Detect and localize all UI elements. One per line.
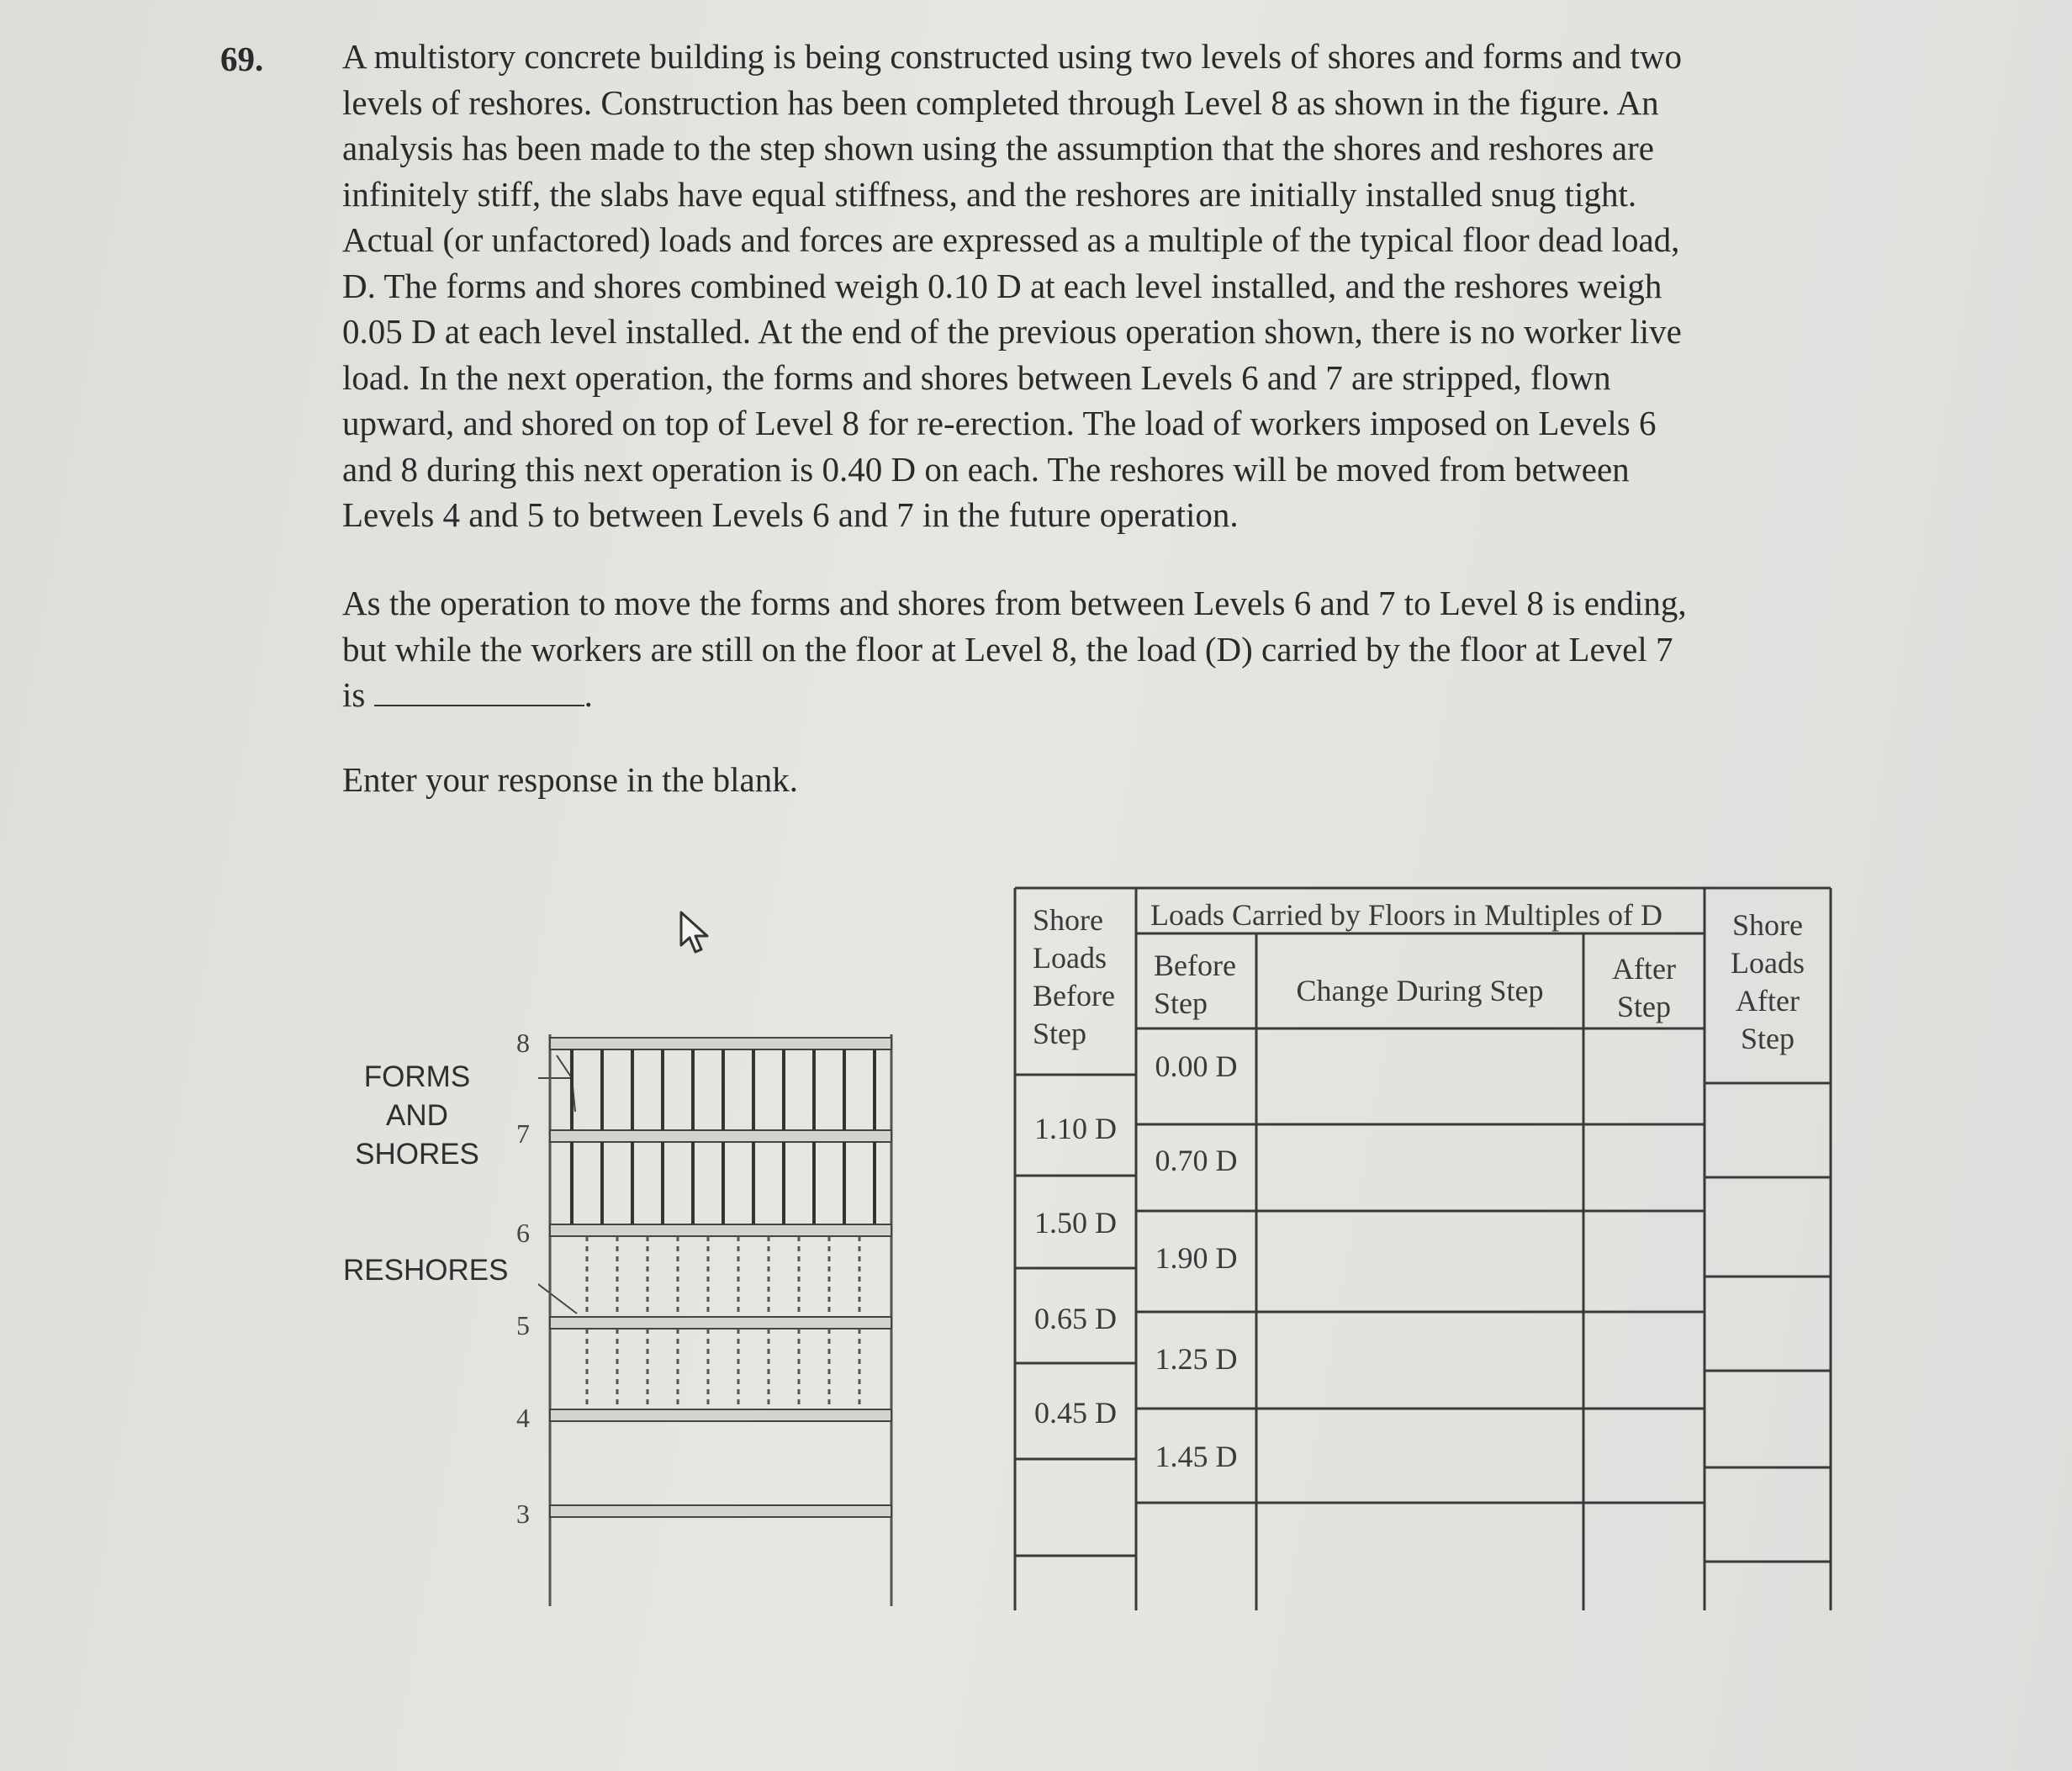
building-section-diagram xyxy=(538,1018,908,1615)
level-label-6: 6 xyxy=(516,1218,530,1248)
level-label-8: 8 xyxy=(516,1028,530,1058)
slab-level-7 xyxy=(550,1130,891,1142)
shore-load-before-cell: 0.65 D xyxy=(1034,1302,1117,1335)
level-label-7: 7 xyxy=(516,1118,530,1149)
slab-level-3 xyxy=(550,1505,891,1517)
text-line: Levels 4 and 5 to between Levels 6 and 7 in the future operation. xyxy=(342,495,1239,534)
header-shore-loads-before xyxy=(1033,901,1115,1053)
text-fragment: . xyxy=(584,675,593,714)
label-line: FORMS AND xyxy=(363,1060,471,1132)
header-before-step xyxy=(1154,947,1236,1023)
text-line: upward, and shored on top of Level 8 for re-erection. The load of workers imposed on Levels 6 xyxy=(342,404,1657,442)
instruction-text: Enter your response in the blank. xyxy=(342,760,798,799)
text-line: and 8 during this next operation is 0.40 D on each. The reshores will be moved from between xyxy=(342,449,1630,489)
text-line: load. In the next operation, the forms and shores between Levels 6 and 7 are stripped, flown xyxy=(342,357,1611,397)
shore-load-before-cell: 1.10 D xyxy=(1034,1112,1117,1145)
header-line: Shore xyxy=(1033,903,1103,937)
reshores-leader-line xyxy=(538,1271,577,1314)
floor-load-before-cell: 0.00 D xyxy=(1155,1049,1238,1083)
floor-load-before-cell: 1.90 D xyxy=(1155,1241,1238,1275)
header-line: Step xyxy=(1033,1017,1087,1050)
reshores-label: RESHORES xyxy=(343,1254,509,1287)
text-fragment: is xyxy=(342,675,366,714)
header-line: Shore xyxy=(1732,908,1803,942)
label-line: SHORES xyxy=(355,1138,479,1171)
forms-and-shores-label xyxy=(333,1058,501,1174)
header-line: After xyxy=(1736,984,1800,1018)
header-shore-loads-after xyxy=(1705,907,1831,1058)
question-number: 69. xyxy=(220,40,264,78)
text-line: A multistory concrete building is being constructed using two levels of shores and forms and two xyxy=(342,37,1683,76)
slab-level-4 xyxy=(550,1409,891,1421)
header-line: Before xyxy=(1154,949,1236,982)
slab-level-6 xyxy=(550,1224,891,1236)
header-after-step xyxy=(1583,950,1705,1026)
floor-load-before-cell: 1.25 D xyxy=(1155,1342,1238,1376)
floor-load-before-cell: 1.45 D xyxy=(1155,1440,1238,1473)
text-line: analysis has been made to the step shown using the assumption that the shores and reshores are xyxy=(342,129,1654,167)
answer-blank[interactable] xyxy=(374,679,584,706)
text-line: Actual (or unfactored) loads and forces are expressed as a multiple of the typical floor dead load, xyxy=(342,220,1680,259)
text-line: infinitely stiff, the slabs have equal stiffness, and the reshores are initially installed snug tight. xyxy=(342,174,1637,214)
text-line: levels of reshores. Construction has been completed through Level 8 as shown in the figure. An xyxy=(342,82,1659,122)
level-label-4: 4 xyxy=(516,1403,530,1433)
text-line: D. The forms and shores combined weigh 0.10 D at each level installed, and the reshores weigh xyxy=(342,266,1662,305)
forms-leader-line xyxy=(557,1055,572,1078)
header-line: Step xyxy=(1616,990,1671,1023)
text-line: 0.05 D at each level installed. At the end of the previous operation shown, there is no worker live xyxy=(342,312,1682,351)
header-line: Loads xyxy=(1731,946,1805,980)
question-prompt xyxy=(342,580,1881,718)
shore-load-before-cell: 0.45 D xyxy=(1034,1396,1117,1430)
header-loads-carried: Loads Carried by Floors in Multiples of D xyxy=(1150,898,1662,932)
slab-level-5 xyxy=(550,1317,891,1329)
level-label-3: 3 xyxy=(516,1499,530,1529)
mouse-pointer-icon xyxy=(678,910,715,957)
text-line: As the operation to move the forms and shores from between Levels 6 and 7 to Level 8 is ending, xyxy=(342,584,1687,622)
header-change-during-step: Change During Step xyxy=(1296,974,1544,1007)
header-line: Loads xyxy=(1033,941,1107,975)
problem-statement xyxy=(342,34,1881,538)
header-line: Step xyxy=(1154,986,1208,1020)
text-line: but while the workers are still on the floor at Level 8, the load (D) carried by the floor at Level 7 xyxy=(342,629,1673,669)
slab-level-8 xyxy=(550,1038,891,1049)
level-label-5: 5 xyxy=(516,1310,530,1340)
header-line: After xyxy=(1612,952,1676,986)
shore-load-before-cell: 1.50 D xyxy=(1034,1206,1117,1240)
text-line xyxy=(342,672,1881,718)
header-line: Step xyxy=(1740,1022,1794,1055)
floor-load-before-cell: 0.70 D xyxy=(1155,1144,1238,1177)
header-line: Before xyxy=(1033,979,1115,1012)
